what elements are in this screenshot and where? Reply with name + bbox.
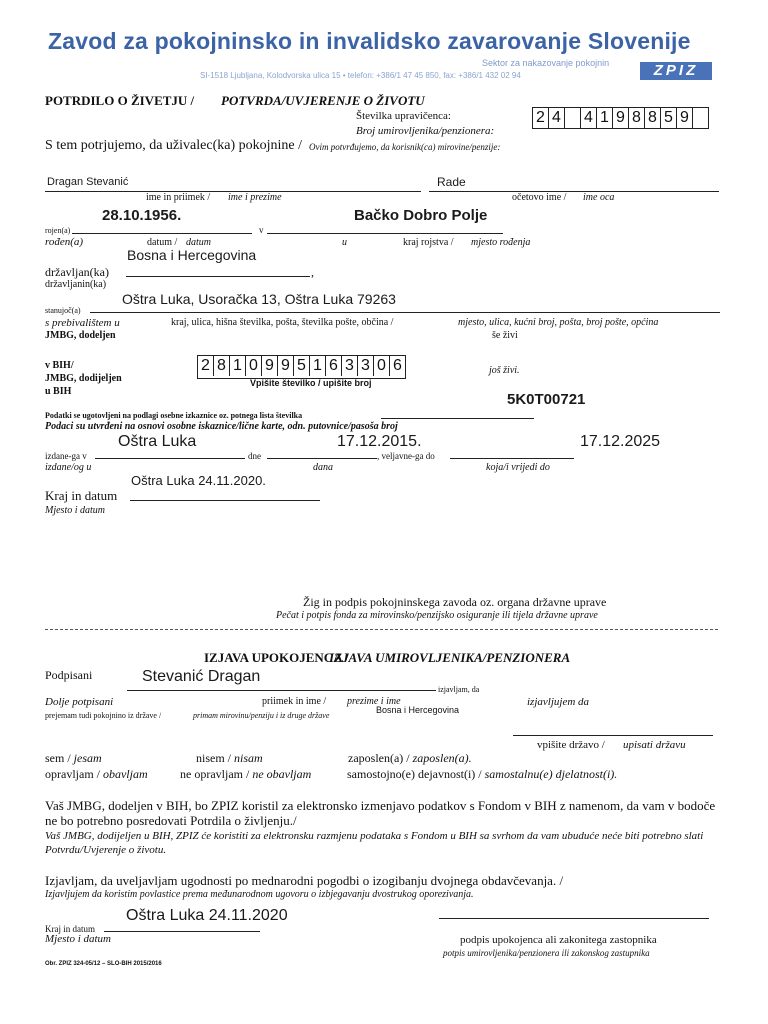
declaration-title-hr: IZJAVA UMIROVLJENIKA/PENZIONERA	[329, 650, 571, 665]
surname-label-sl: priimek in ime /	[262, 696, 327, 707]
place-date-label-hr: Mjesto i datum	[45, 505, 105, 516]
in-label-hr: u	[342, 237, 347, 248]
zpiz-logo: ZPIZ	[640, 62, 712, 80]
issued-label-sl: izdane-ga v	[45, 451, 87, 461]
place-date-value[interactable]: Oštra Luka 24.11.2020.	[131, 473, 266, 488]
valid-label-sl: , veljavne-ga do	[377, 451, 435, 461]
resident-label-sl: stanujoč(a)	[45, 306, 81, 315]
declaration-title-sl: IZJAVA UPOKOJENCA /	[204, 650, 349, 665]
country-value[interactable]: Bosna i Hercegovina	[376, 705, 460, 715]
declare-hr: izjavljujem da	[527, 696, 590, 708]
beneficiary-number-field[interactable]: 2 4	[532, 107, 581, 129]
cut-line	[45, 629, 718, 630]
treaty-hr: Izjavljujem da koristim povlastice prema međunarodnom ugovoru o izbjegavanju dvostrukog oporezivanja.	[45, 889, 474, 900]
option-self-employed: samostojno(e) dejavnost(i) / samostalnu(e) djelatnost(i).	[347, 767, 618, 781]
option-employed: zaposlen(a) / zaposlen(a).	[348, 751, 472, 765]
jmbg-hint: Vpišite številko / upišite broj	[250, 378, 372, 388]
in-bih-sl: v BIH/	[45, 360, 74, 371]
still-alive-hr: još živi.	[489, 365, 520, 376]
issued-date-value[interactable]: 17.12.2015.	[337, 433, 422, 450]
option-perform[interactable]: opravljam / obavljam	[45, 767, 148, 781]
citizen-label-hr: državljanin(ka)	[45, 279, 107, 290]
residence-value[interactable]: Oštra Luka, Usoračka 13, Oštra Luka 79263	[122, 291, 396, 307]
in-bih-hr: u BIH	[45, 386, 72, 397]
declaration-place-date-value[interactable]: Oštra Luka 24.11.2020	[126, 907, 288, 924]
beneficiary-number-field-2[interactable]: 4 1 9 8 8 5 9	[580, 107, 709, 129]
in-label-sl: v	[259, 225, 264, 235]
option-not-perform[interactable]: ne opravljam / ne obavljam	[180, 767, 312, 781]
jmbg-notice-hr: Vaš JMBG, dodijeljen u BIH, ZPIZ će koristiti za elektronsku razmjenu podataka s Fondom u BIH sa svrhom da vam ubuduće neće biti potrebno slati Potvrdu/Uvjerenje o životu.	[45, 830, 704, 856]
declare-sl: izjavljam, da	[438, 685, 480, 694]
birthplace-label-hr: mjesto rođenja	[471, 237, 531, 248]
name-label-hr: ime i prezime	[228, 192, 282, 203]
jmbg-field[interactable]: 2 8 1 0 9 9 5 1 6 3 3 0 6	[197, 355, 406, 379]
citizenship-value[interactable]: Bosna i Hercegovina	[127, 247, 257, 263]
valid-label-hr: koja/i vrijedi do	[486, 462, 550, 473]
beneficiary-label-hr: Broj umirovljenika/penzionera:	[356, 125, 495, 137]
stamp-label-sl: Žig in podpis pokojninskega zavoda oz. organa državne uprave	[303, 595, 607, 609]
intro-hr: Ovim potvrđujemo, da korisnik(ca) mirovine/penzije:	[309, 142, 501, 152]
signed-label-hr: Dolje potpisani	[45, 696, 114, 708]
name-label-sl: ime in priimek /	[146, 192, 211, 203]
stamp-label-hr: Pečat i potpis fonda za mirovinsko/penzijsko osiguranje ili tijela državne uprave	[276, 610, 598, 621]
birth-place-value[interactable]: Bačko Dobro Polje	[354, 207, 488, 224]
signature-label-hr: potpis umirovljenika/penzionera ili zakonskog zastupnika	[443, 948, 650, 958]
address-label-hr: mjesto, ulica, kućni broj, pošta, broj pošte, općina	[458, 317, 659, 328]
born-label-sl: rojen(a)	[45, 226, 71, 235]
signed-label-sl: Podpisani	[45, 668, 93, 682]
country-hint-sl: vpišite državo /	[537, 739, 605, 751]
day-label-sl: dne	[248, 451, 261, 461]
jmbg-label-hr: JMBG, dodijeljen	[45, 373, 122, 384]
form-title-sl: POTRDILO O ŽIVETJU /	[45, 93, 195, 108]
born-label-hr: rođen(a)	[45, 236, 84, 248]
father-label-hr: ime oca	[583, 192, 615, 203]
citizen-label-sl: državljan(ka)	[45, 265, 109, 279]
option-am-not[interactable]: nisem / nisam	[196, 751, 263, 765]
name-value[interactable]: Dragan Stevanić	[47, 176, 129, 188]
signature-label-sl: podpis upokojenca ali zakonitega zastopnika	[460, 934, 657, 946]
father-name-value[interactable]: Rade	[437, 175, 466, 189]
other-pension-sl: prejemam tudi pokojnino iz države /	[45, 711, 162, 720]
date-label-sl: datum /	[147, 237, 178, 248]
data-source-hr: Podaci su utvrđeni na osnovi osobne iskaznice/lične karte, odn. putovnice/pasoša broj	[45, 421, 398, 432]
place-date-label-sl: Kraj in datum	[45, 488, 118, 503]
institution-name: Zavod za pokojninsko in invalidsko zavarovanje Slovenije	[48, 28, 691, 54]
birth-date-value[interactable]: 28.10.1956.	[102, 207, 182, 224]
surname-label-hr: prezime i ime	[347, 696, 401, 707]
sector-name: Sektor za nakazovanje pokojnin	[482, 58, 610, 68]
institution-address: SI-1518 Ljubljana, Kolodvorska ulica 15 • telefon: +386/1 47 45 850, fax: +386/1 432 02 94	[200, 71, 521, 80]
jmbg-label-sl: JMBG, dodeljen	[45, 330, 116, 341]
resident-label-hr: s prebivalištem u	[45, 317, 120, 329]
father-label-sl: očetovo ime /	[512, 192, 567, 203]
signer-value[interactable]: Stevanić Dragan	[142, 668, 261, 685]
address-label-sl: kraj, ulica, hišna številka, pošta, številka pošte, občina /	[171, 317, 394, 328]
jmbg-notice-sl: Vaš JMBG, dodeljen v BIH, bo ZPIZ koristil za elektronsko izmenjavo podatkov s Fondom v BIH z namenom, da vam v bodoče ne bo potrebno posredovati Potrdila o življenju./	[45, 798, 716, 828]
declaration-place-date-label-sl: Kraj in datum	[45, 924, 95, 934]
country-hint-hr: upisati državu	[623, 739, 686, 751]
still-alive-sl: še živi	[492, 330, 518, 341]
document-number-value[interactable]: 5K0T00721	[507, 391, 586, 408]
beneficiary-label-sl: Številka upravičenca:	[356, 110, 451, 122]
treaty-sl: Izjavljam, da uveljavljam ugodnosti po mednarodni pogodbi o izogibanju dvojnega obdavčevanja. /	[45, 873, 564, 888]
date-label-hr: datum	[186, 237, 211, 248]
birthplace-label-sl: kraj rojstva /	[403, 237, 454, 248]
option-am[interactable]: sem / jesam	[45, 751, 102, 765]
intro-sl: S tem potrjujemo, da uživalec(ka) pokojnine /	[45, 138, 302, 153]
other-pension-hr: primam mirovinu/penziju i iz druge države	[193, 711, 330, 720]
valid-until-value[interactable]: 17.12.2025	[580, 433, 661, 450]
form-code: Obr. ZPIZ 324-05/12 – SLO-BIH 2015/2016	[45, 961, 162, 967]
data-source-sl: Podatki se ugotovljeni na podlagi osebne izkaznice oz. potnega lista številka	[45, 411, 303, 420]
issued-label-hr: izdane/og u	[45, 462, 92, 473]
day-label-hr: dana	[313, 462, 333, 473]
signature-line[interactable]	[439, 918, 709, 919]
form-title-hr: POTVRDA/UVJERENJE O ŽIVOTU	[221, 93, 425, 108]
issued-place-value[interactable]: Oštra Luka	[118, 433, 197, 450]
declaration-place-date-label-hr: Mjesto i datum	[45, 933, 111, 945]
